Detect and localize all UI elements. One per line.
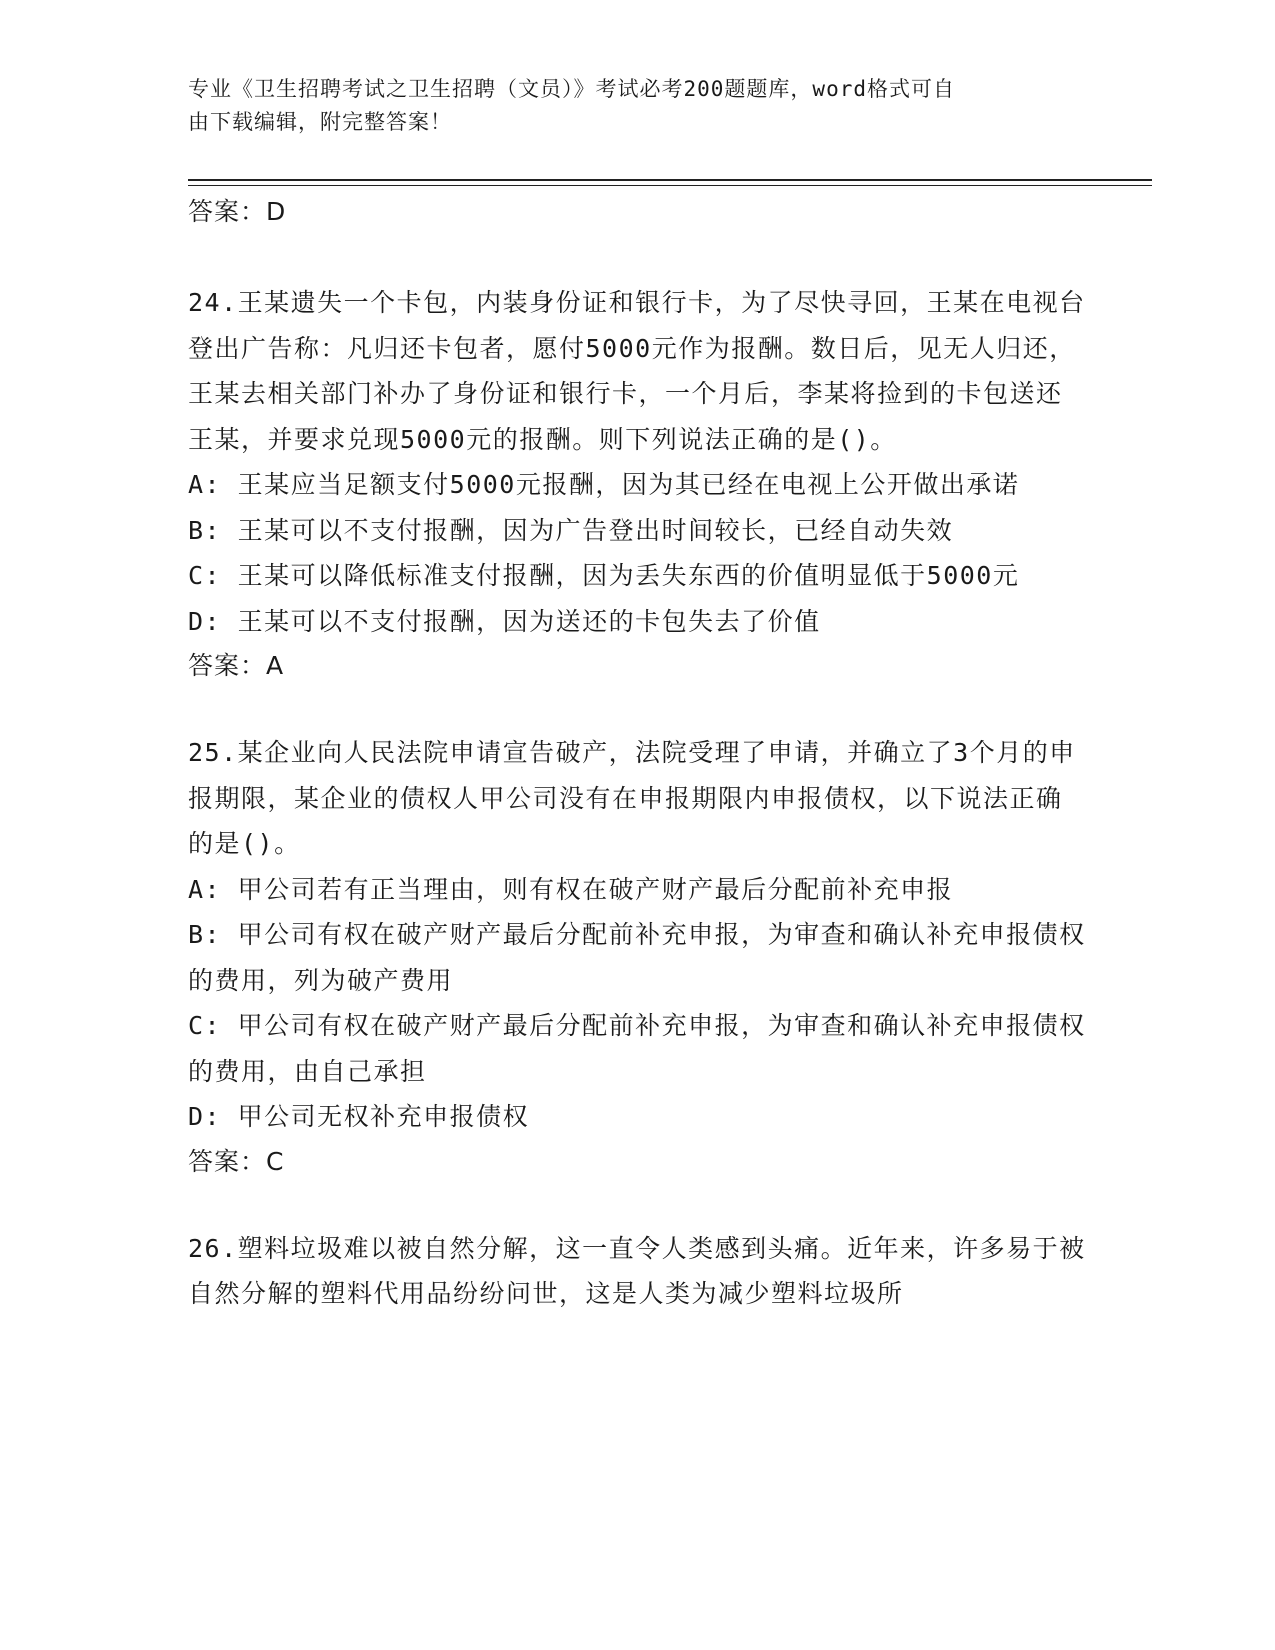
header-rule-thick: [188, 179, 1152, 181]
option-c: C: 王某可以降低标准支付报酬，因为丢失东西的价值明显低于5000元: [188, 561, 1020, 590]
option-d: D: 王某可以不支付报酬，因为送还的卡包失去了价值: [188, 606, 821, 636]
question-26: [188, 1226, 1088, 1317]
option-d: D: 甲公司无权补充申报债权: [188, 1102, 530, 1131]
question-25: [188, 730, 1088, 1184]
option-a: A: 王某应当足额支付5000元报酬，因为其已经在电视上公开做出承诺: [188, 470, 1020, 499]
answer-prev: 答案：D: [188, 197, 287, 226]
option-c: C: 甲公司有权在破产财产最后分配前补充申报，为审查和确认补充申报债权的费用，由自己承担: [188, 1011, 1086, 1086]
header-line-1: 专业《卫生招聘考试之卫生招聘（文员）》考试必考200题题库，word格式可自: [188, 77, 955, 101]
page-body: [188, 190, 1088, 1317]
answer: 答案：A: [188, 651, 285, 680]
header-line-2: 由下载编辑，附完整答案！: [188, 110, 452, 134]
answer: 答案：C: [188, 1146, 285, 1176]
question-stem: 24.王某遗失一个卡包，内装身份证和银行卡，为了尽快寻回，王某在电视台登出广告称：凡归还卡包者，愿付5000元作为报酬。数日后，见无人归还，王某去相关部门补办了身份证和银行卡，一个月后，李某将捡到的卡包送还王某，并要求兑现5000元的报酬。则下列说法正确的是()。: [188, 288, 1086, 454]
option-b: B: 王某可以不支付报酬，因为广告登出时间较长，已经自动失效: [188, 515, 954, 545]
question-stem: 25.某企业向人民法院申请宣告破产，法院受理了申请，并确立了3个月的申报期限，某企业的债权人甲公司没有在申报期限内申报债权，以下说法正确的是()。: [188, 738, 1076, 858]
option-b: B: 甲公司有权在破产财产最后分配前补充申报，为审查和确认补充申报债权的费用，列为破产费用: [188, 920, 1086, 995]
option-a: A: 甲公司若有正当理由，则有权在破产财产最后分配前补充申报: [188, 874, 954, 904]
page-header: [188, 73, 1068, 139]
question-24: [188, 280, 1088, 688]
question-stem: 26.塑料垃圾难以被自然分解，这一直令人类感到头痛。近年来，许多易于被自然分解的塑料代用品纷纷问世，这是人类为减少塑料垃圾所: [188, 1233, 1086, 1308]
header-rule-thin: [188, 185, 1152, 186]
